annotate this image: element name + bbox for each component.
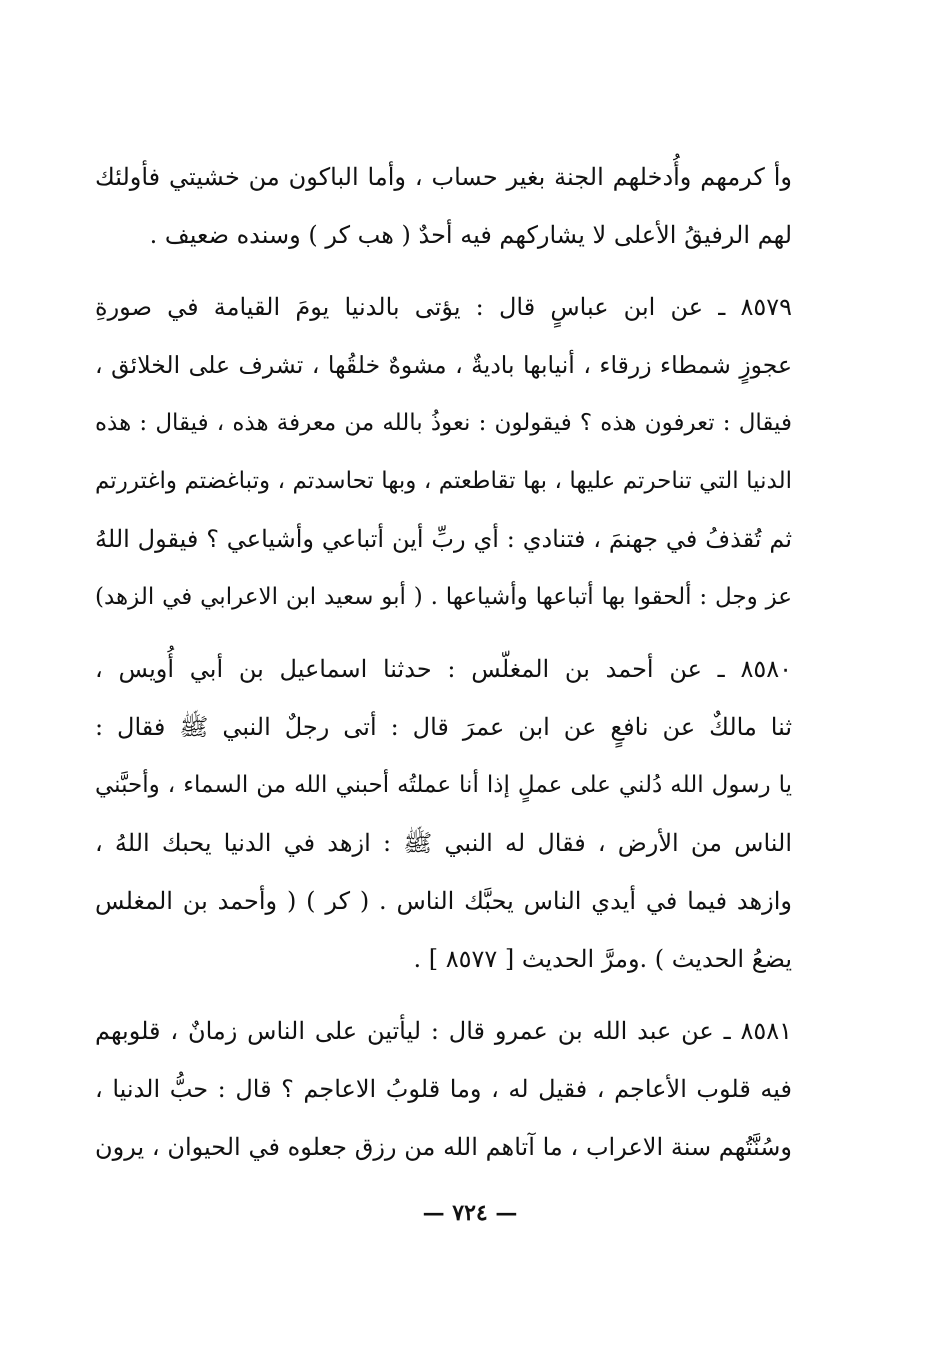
page-body bbox=[95, 148, 792, 1176]
text-line: الناس من الأرض ، فقال له النبي ﷺ : ازهد في الدنيا يحبك اللهُ ، bbox=[95, 829, 792, 857]
text-line: لهم الرفيقُ الأعلى لا يشاركهم فيه أحدٌ ( هب كر ) وسنده ضعيف . bbox=[149, 221, 792, 249]
text-line: عجوزٍ شمطاء زرقاء ، أنيابها باديةٌ ، مشوهٌ خلقُها ، تشرف على الخلائق ، bbox=[95, 351, 792, 379]
page-number: — ٧٢٤ — bbox=[422, 1200, 518, 1226]
text-line: فيه قلوب الأعاجم ، فقيل له ، وما قلوبُ الاعاجم ؟ قال : حبُّ الدنيا ، bbox=[95, 1075, 792, 1103]
hadith-8579 bbox=[95, 278, 792, 626]
text-line: ٨٥٨١ ـ عن عبد الله بن عمرو قال : ليأتين على الناس زمانٌ ، قلوبهم bbox=[95, 1017, 792, 1045]
text-line: وأ كرمهم وأُدخلهم الجنة بغير حساب ، وأما الباكون من خشيتي فأولئك bbox=[95, 163, 792, 191]
hadith-8580 bbox=[95, 640, 792, 988]
text-line: فيقال : تعرفون هذه ؟ فيقولون : نعوذُ بالله من معرفة هذه ، فيقال : هذه bbox=[95, 410, 792, 436]
text-line: الدنيا التي تناحرتم عليها ، بها تقاطعتم ، وبها تحاسدتم ، وتباغضتم واغتررتم bbox=[95, 468, 792, 494]
hadith-8581 bbox=[95, 1002, 792, 1176]
paragraph bbox=[95, 148, 792, 264]
text-line: ثنا مالكٌ عن نافعٍ عن ابن عمرَ قال : أتى رجلٌ النبي ﷺ فقال : bbox=[95, 713, 792, 741]
text-line: وازهد فيما في أيدي الناس يحبَّك الناس . ( كر ) ( وأحمد بن المغلس bbox=[95, 887, 792, 915]
text-line: عز وجل : ألحقوا بها أتباعها وأشياعها . ( أبو سعيد ابن الاعرابي في الزهد) bbox=[95, 584, 792, 610]
text-line: وسُنَّتُهم سنة الاعراب ، ما آتاهم الله من رزق جعلوه في الحيوان ، يرون bbox=[95, 1133, 792, 1161]
text-line: ٨٥٧٩ ـ عن ابن عباسٍ قال : يؤتى بالدنيا يومَ القيامة في صورةِ bbox=[95, 293, 792, 321]
text-line: يضعُ الحديث ) .ومرَّ الحديث [ ٨٥٧٧ ] . bbox=[413, 945, 792, 973]
text-line: ثم تُقذفُ في جهنمَ ، فتنادي : أي ربِّ أين أتباعي وأشياعي ؟ فيقول اللهُ bbox=[95, 525, 792, 553]
text-line: يا رسول الله دُلني على عملٍ إذا أنا عملتُه أحبني الله من السماء ، وأحبَّني bbox=[95, 772, 792, 798]
text-line: ٨٥٨٠ ـ عن أحمد بن المغلّس : حدثنا اسماعيل بن أبي أُويس ، bbox=[95, 655, 792, 683]
